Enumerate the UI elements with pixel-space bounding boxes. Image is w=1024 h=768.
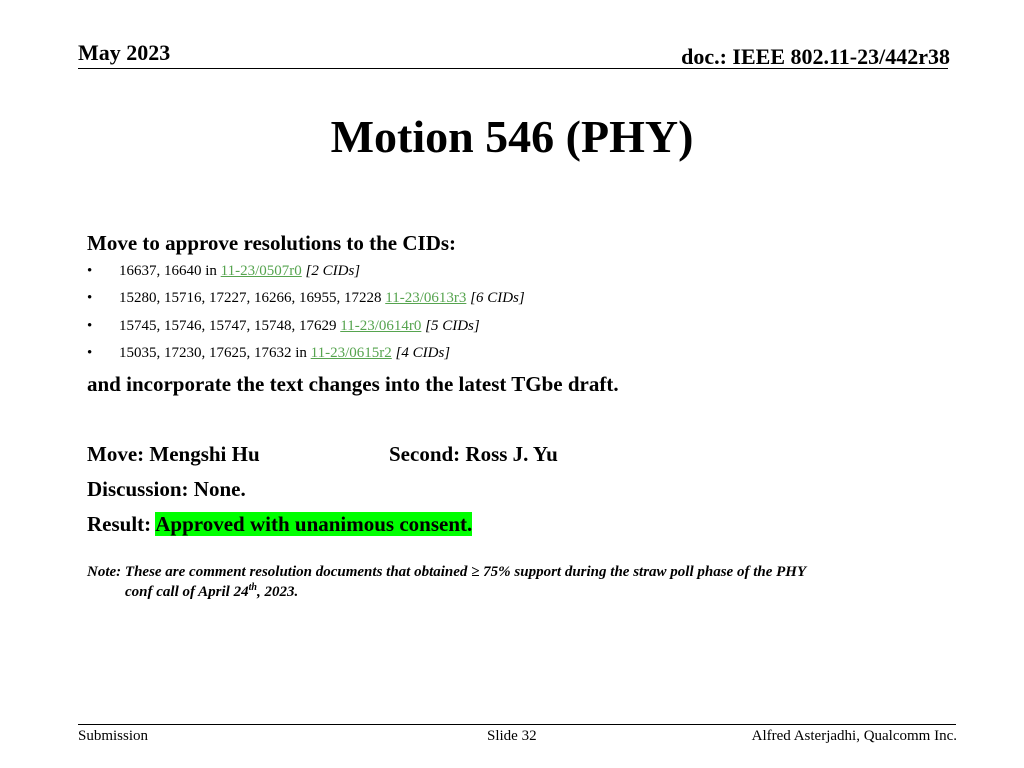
slide-body — [87, 228, 937, 602]
list-item — [87, 340, 937, 367]
seconder: Second: Ross J. Yu — [389, 442, 558, 467]
cid-numbers: 15745, 15746, 15747, 15748, 17629 — [119, 317, 341, 334]
bullet-icon: • — [87, 263, 93, 279]
cid-count: [5 CIDs] — [425, 317, 480, 334]
bullet-icon: • — [87, 290, 93, 307]
note — [87, 562, 937, 602]
list-item — [87, 285, 937, 312]
cid-count: [6 CIDs] — [470, 290, 525, 307]
cid-numbers: 15280, 15716, 17227, 16266, 16955, 17228 — [119, 290, 386, 307]
note-line-2 — [87, 582, 937, 602]
bullet-icon: • — [87, 344, 93, 361]
result — [87, 508, 937, 540]
result-value: Approved with unanimous consent. — [155, 512, 473, 537]
note-date-suffix: th — [248, 582, 257, 594]
cid-list — [87, 258, 937, 367]
document-link[interactable]: 11-23/0613r3 — [385, 290, 467, 307]
motion-intro: Move to approve resolutions to the CIDs: — [87, 231, 457, 255]
move-second-row — [87, 439, 937, 469]
cid-count: [4 CIDs] — [395, 344, 451, 361]
footer-slide-number: Slide 32 — [487, 728, 537, 744]
list-item — [87, 258, 937, 285]
footer-divider — [78, 724, 956, 725]
bullet-icon: • — [87, 317, 93, 334]
list-item — [87, 313, 937, 340]
result-label: Result: — [87, 512, 156, 537]
header-divider — [78, 68, 948, 69]
motion-closing: and incorporate the text changes into the latest TGbe draft. — [87, 372, 619, 397]
note-line-1: Note: These are comment resolution documents that obtained ≥ 75% support during the straw poll phase of the PHY — [87, 564, 807, 581]
cid-numbers: 15035, 17230, 17625, 17632 in — [119, 344, 311, 361]
mover: Move: Mengshi Hu — [87, 442, 260, 467]
note-date-text: conf call of April 24 — [125, 584, 249, 601]
discussion: Discussion: None. — [87, 477, 246, 502]
cid-numbers: 16637, 16640 in — [119, 263, 221, 279]
document-link[interactable]: 11-23/0614r0 — [340, 317, 422, 334]
cid-count: [2 CIDs] — [305, 263, 361, 279]
header-document-id: doc.: IEEE 802.11-23/442r38 — [681, 44, 950, 69]
note-year: , 2023. — [256, 584, 299, 601]
footer-author: Alfred Asterjadhi, Qualcomm Inc. — [751, 728, 957, 744]
document-link[interactable]: 11-23/0507r0 — [220, 263, 302, 279]
footer-submission: Submission — [78, 728, 149, 744]
document-link[interactable]: 11-23/0615r2 — [310, 344, 392, 361]
slide-title: Motion 546 (PHY) — [330, 111, 694, 162]
header-date: May 2023 — [78, 40, 171, 65]
